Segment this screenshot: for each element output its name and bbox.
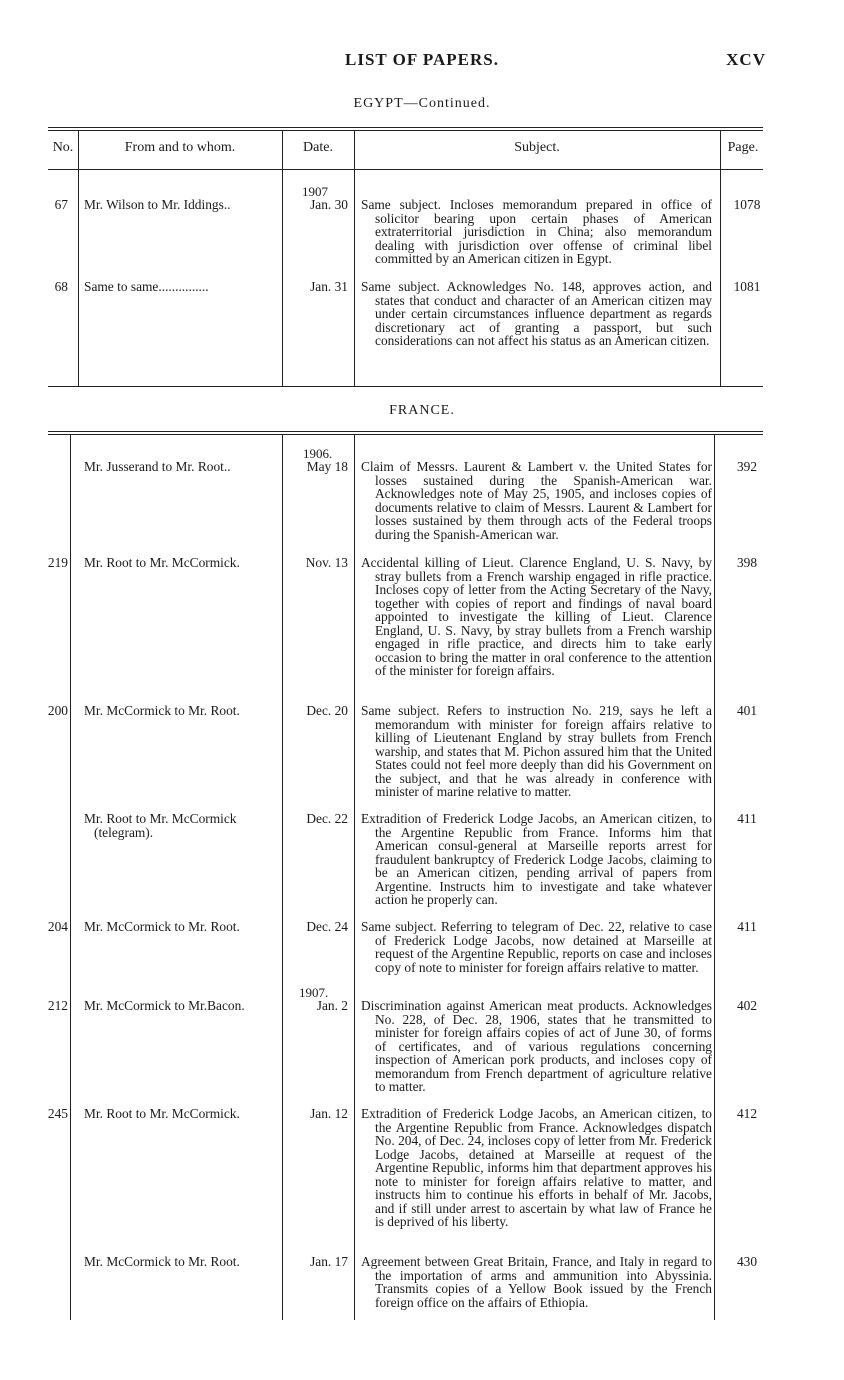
row-date: Dec. 22 <box>306 811 348 826</box>
column-divider <box>282 130 283 386</box>
page-number: XCV <box>726 50 766 69</box>
row-from-to: Mr. McCormick to Mr.Bacon. <box>84 999 245 1013</box>
row-subject: Extradition of Frederick Lodge Jacobs, an American citizen, to the Argentine Republic from France. Informs him that American consul-general at Marseille reports arrest for fraudulent bankruptcy of Frederick Lodge Jacobs, claiming to be an American citizen, pending arrival of papers from Argentine. Instructs him to investigate and take whatever action he properly can. <box>361 812 712 907</box>
column-divider <box>354 130 355 386</box>
column-divider <box>282 434 283 1320</box>
table-rule <box>48 434 763 435</box>
row-number: 68 <box>54 279 68 294</box>
row-page: 402 <box>736 998 758 1013</box>
row-page: 411 <box>737 919 757 934</box>
row-year: 1907. <box>299 985 329 1000</box>
table-rule <box>48 169 763 170</box>
row-from-to: Mr. McCormick to Mr. Root. <box>84 1255 240 1269</box>
column-divider <box>354 434 355 1320</box>
row-from-to-note: (telegram). <box>94 824 154 840</box>
section-heading-france: FRANCE. <box>389 403 455 418</box>
table-rule <box>48 127 763 128</box>
row-subject: Same subject. Acknowledges No. 148, approves action, and states that conduct and character of an American citizen may under certain circumstances influence department as regards discretionary act of granting a passport, but such considerations can not affect his status as an American citizen. <box>361 280 712 348</box>
row-year: 1906. <box>303 446 333 461</box>
row-subject: Same subject. Refers to instruction No. 219, says he left a memorandum with minister for foreign affairs relative to killing of Lieutenant England by stray bullets from French warship, and states that M. Pichon assured him that the United States could not feel more deeply than did his Government on the subject, and that he was already in conference with minister of marine relative to matter. <box>361 704 712 799</box>
row-subject: Discrimination against American meat products. Acknowledges No. 228, of Dec. 28, 1906, states that he transmitted to minister for foreign affairs copies of act of June 30, of forms of certificates, and of various regulations concerning inspection of American pork products, and incloses copy of memorandum from French department of agriculture relative to matter. <box>361 999 712 1094</box>
row-from-to: Mr. McCormick to Mr. Root. <box>84 920 240 934</box>
column-divider <box>70 434 71 1320</box>
column-divider <box>720 130 721 386</box>
page-title: LIST OF PAPERS. <box>344 50 500 69</box>
row-subject: Same subject. Incloses memorandum prepared in office of solicitor bearing upon certain phases of American extraterritorial jurisdiction in China; also memorandum dealing with jurisdiction over offense of criminal libel committed by an American citizen in Egypt. <box>361 198 712 266</box>
row-number: 67 <box>54 197 68 212</box>
row-page: 1078 <box>733 197 761 212</box>
row-date: May 18 <box>306 459 348 474</box>
row-number: 245 <box>47 1106 68 1121</box>
row-date: Jan. 2 <box>316 998 348 1013</box>
section-heading-egypt: EGYPT—Continued. <box>353 96 491 111</box>
table-rule <box>48 130 763 131</box>
row-page: 1081 <box>733 279 761 294</box>
column-divider <box>78 130 79 386</box>
row-date: Jan. 17 <box>310 1254 348 1269</box>
row-date: Jan. 30 <box>310 197 348 212</box>
column-header-subject: Subject. <box>514 140 560 155</box>
row-from-to: Same to same............... <box>84 280 209 294</box>
row-number: 204 <box>47 919 68 934</box>
row-subject: Claim of Messrs. Laurent & Lambert v. the United States for losses sustained during the Spanish-American war. Acknowledges note of May 25, 1905, and incloses copies of documents relative to claim of Messrs. Laurent & Lambert for losses sustained by them through acts of the Federal troops during the Spanish-American war. <box>361 460 712 542</box>
row-from-to: Mr. Root to Mr. McCormick. <box>84 1107 240 1121</box>
row-from-to: Mr. Root to Mr. McCormick. <box>84 556 240 570</box>
column-header-date: Date. <box>303 140 333 155</box>
column-header-no: No. <box>52 140 74 155</box>
table-rule <box>48 431 763 432</box>
column-header-page: Page. <box>727 140 759 155</box>
column-divider <box>714 434 715 1320</box>
row-year: 1907 <box>302 184 328 199</box>
row-date: Jan. 12 <box>310 1106 348 1121</box>
table-rule <box>48 386 763 387</box>
row-subject: Extradition of Frederick Lodge Jacobs, an American citizen, to the Argentine Republic from France. Acknowledges dispatch No. 204, of Dec. 24, incloses copy of letter from Mr. Frederick Lodge Jacobs, detained at Marseille at request of the Argentine Republic, informs him that department approves his note to minister for foreign affairs relative to matter, and instructs him to continue his efforts in behalf of Mr. Jacobs, and if still under arrest to ascertain by what law of France he is deprived of his liberty. <box>361 1107 712 1229</box>
row-page: 411 <box>737 811 757 826</box>
row-subject: Agreement between Great Britain, France, and Italy in regard to the importation of arms and ammunition into Abyssinia. Transmits copies of a Yellow Book issued by the French foreign office on the affairs of Ethiopia. <box>361 1255 712 1310</box>
row-date: Dec. 20 <box>306 703 348 718</box>
row-number: 219 <box>47 555 68 570</box>
row-date: Jan. 31 <box>310 279 348 294</box>
row-page: 401 <box>736 703 758 718</box>
row-date: Nov. 13 <box>305 555 348 570</box>
row-date: Dec. 24 <box>306 919 348 934</box>
column-header-from: From and to whom. <box>124 140 236 155</box>
row-page: 398 <box>736 555 758 570</box>
row-number: 200 <box>47 703 68 718</box>
row-from-to: Mr. Wilson to Mr. Iddings.. <box>84 198 231 212</box>
row-from-to: Mr. Jusserand to Mr. Root.. <box>84 460 231 474</box>
row-subject: Same subject. Referring to telegram of Dec. 22, relative to case of Frederick Lodge Jacobs, now detained at Marseille at request of the Argentine Republic, reports on case and incloses copy of note to minister for foreign affairs relative to matter. <box>361 920 712 975</box>
row-number: 212 <box>47 998 68 1013</box>
row-from-to: Mr. McCormick to Mr. Root. <box>84 704 240 718</box>
row-from-to <box>84 812 276 839</box>
row-from-to-line: Mr. Root to Mr. McCormick <box>84 812 237 826</box>
row-page: 430 <box>736 1254 758 1269</box>
row-subject: Accidental killing of Lieut. Clarence England, U. S. Navy, by stray bullets from a French warship engaged in rifle practice. Incloses copy of letter from the Acting Secretary of the Navy, together with copies of report and findings of naval board appointed to investigate the killing of Lieut. Clarence England, U. S. Navy, by stray bullets from a French warship engaged in rifle practice, and directs him to take early occasion to bring the matter in oral conference to the attention of the minister for foreign affairs. <box>361 556 712 678</box>
row-page: 392 <box>736 459 758 474</box>
row-page: 412 <box>736 1106 758 1121</box>
